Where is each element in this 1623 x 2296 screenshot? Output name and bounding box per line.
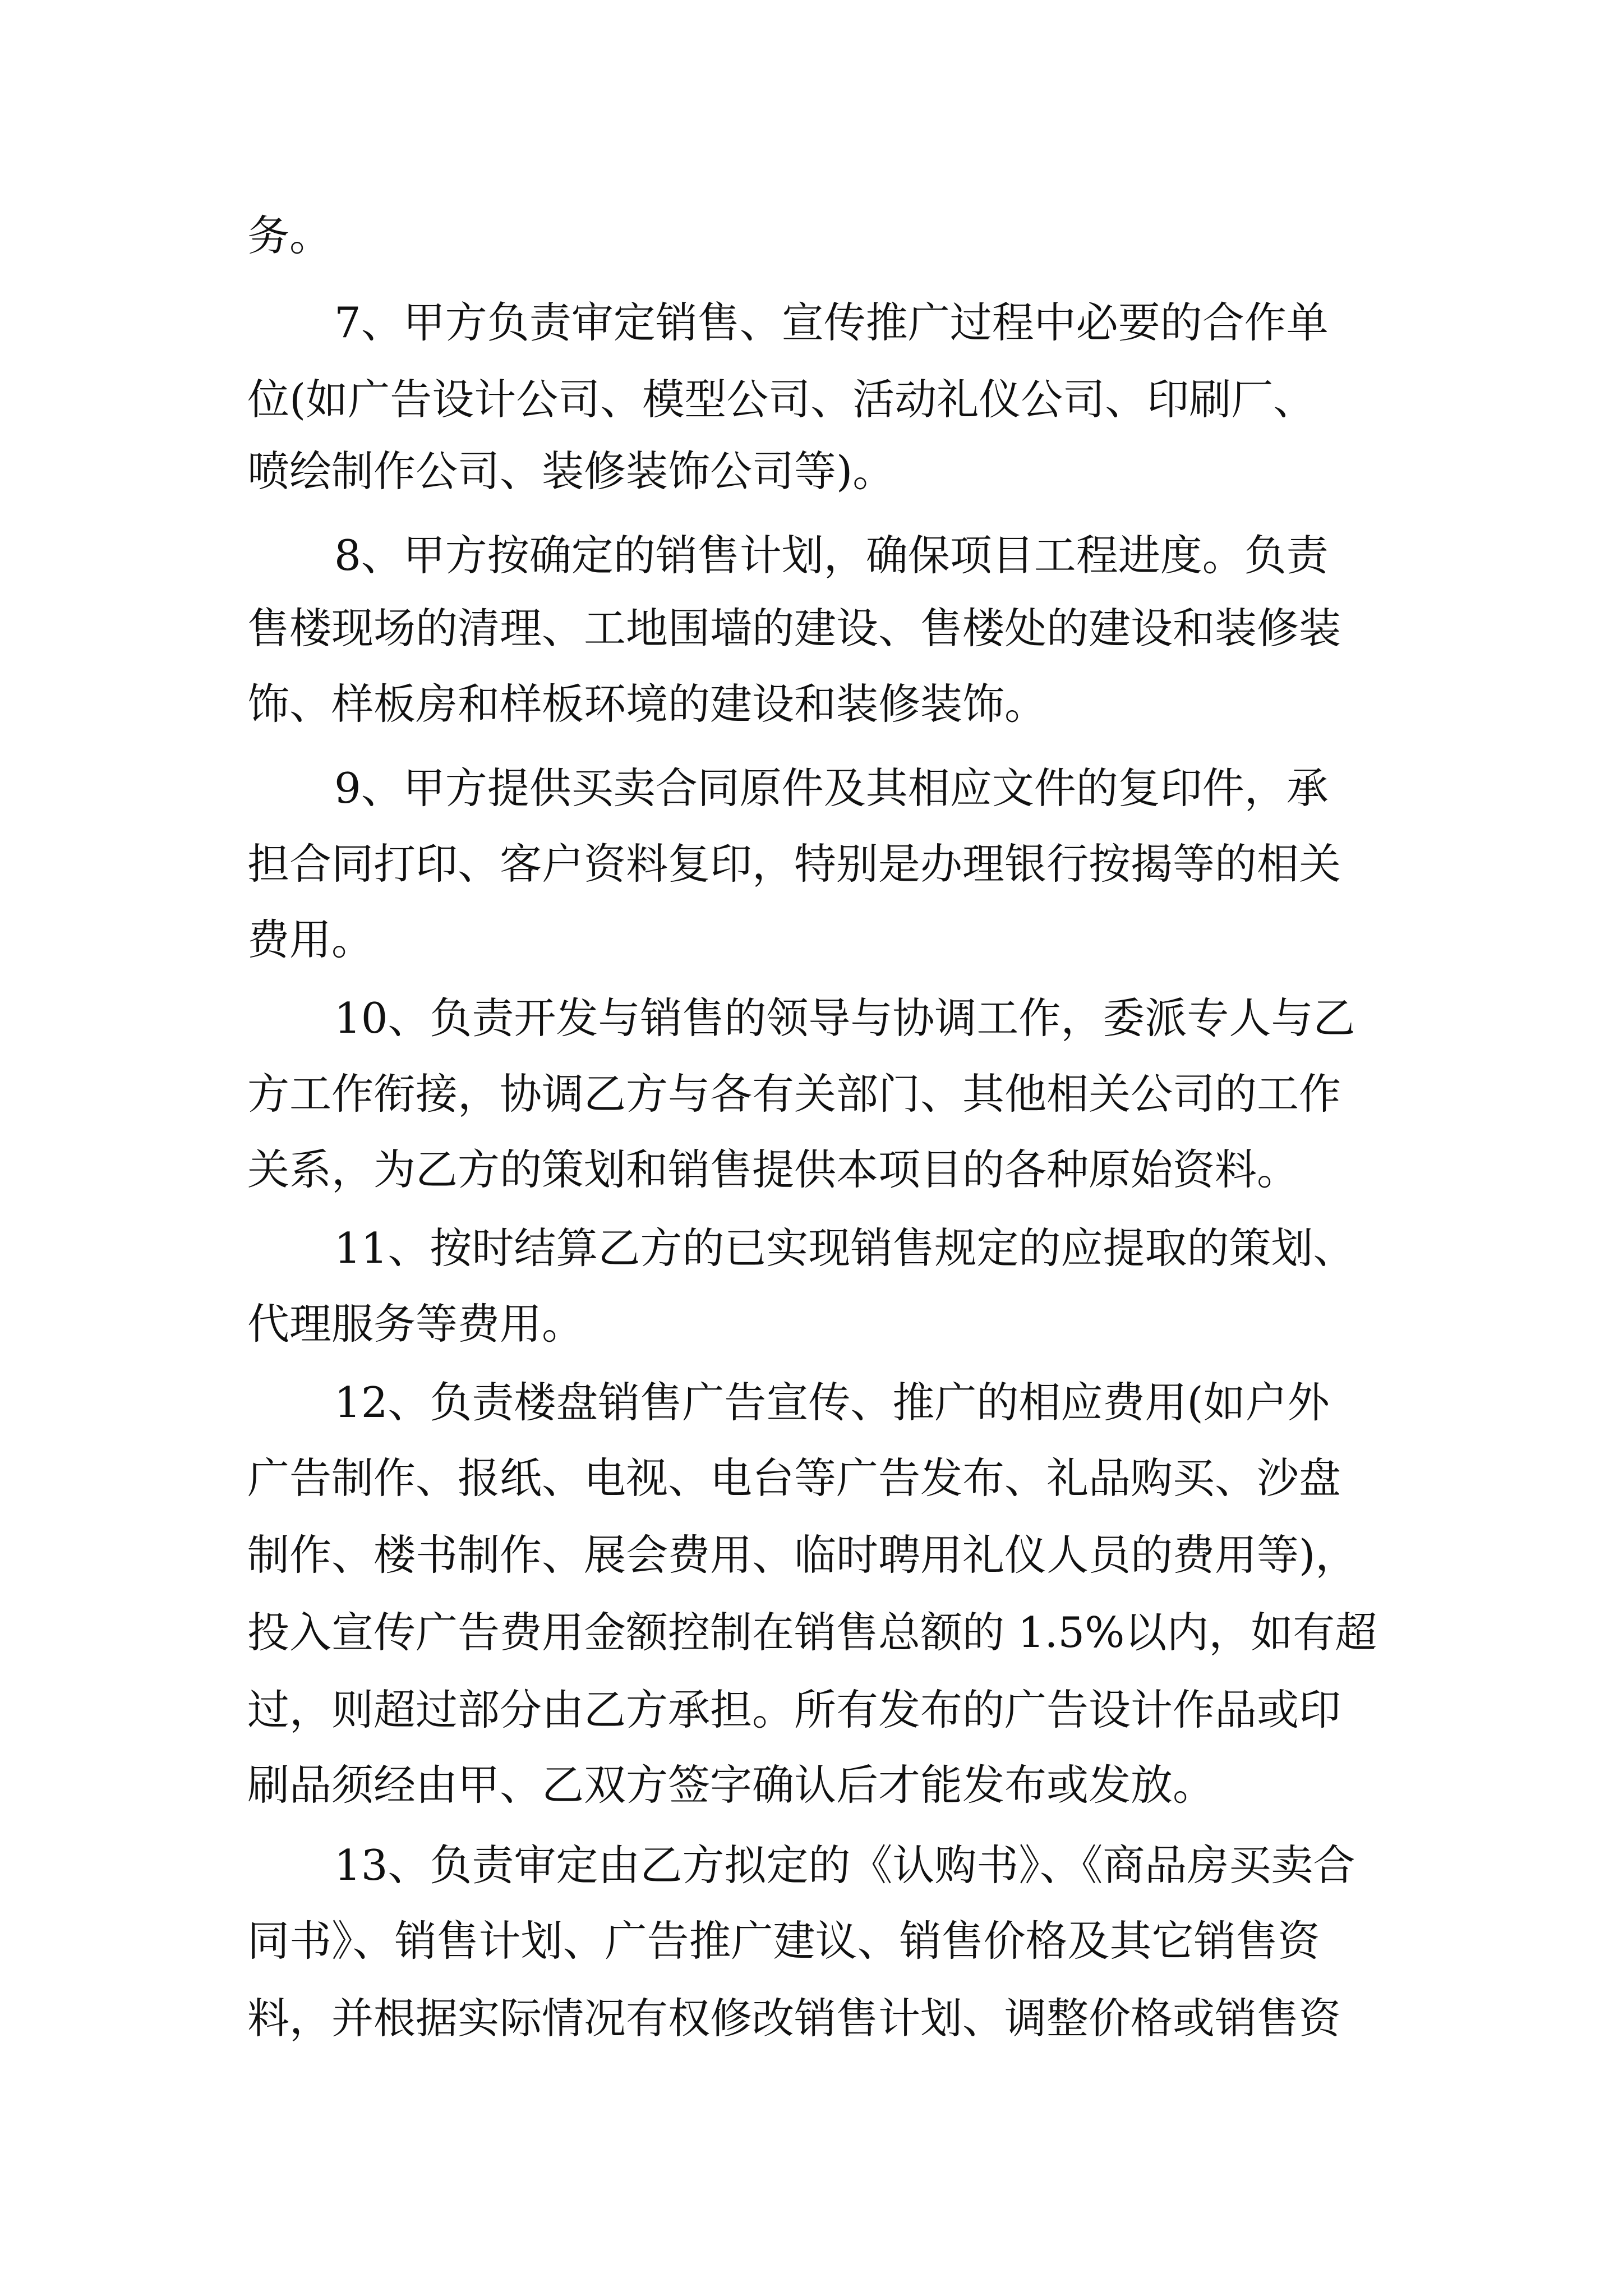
text-line: 担合同打印、客户资料复印，特别是办理银行按揭等的相关 (247, 839, 1341, 889)
text-line: 位(如广告设计公司、模型公司、活动礼仪公司、印刷厂、 (247, 375, 1316, 424)
text-line: 关系，为乙方的策划和销售提供本项目的各种原始资料。 (247, 1145, 1299, 1194)
paragraph-13-line: 13、负责审定由乙方拟定的《认购书》、《商品房买卖合 (334, 1841, 1355, 1890)
text-line: 售楼现场的清理、工地围墙的建设、售楼处的建设和装修装 (247, 604, 1341, 653)
text-line: 喷绘制作公司、装修装饰公司等)。 (247, 447, 895, 496)
paragraph-9-line: 9、甲方提供买卖合同原件及其相应文件的复印件，承 (334, 763, 1329, 813)
text-line: 过，则超过部分由乙方承担。所有发布的广告设计作品或印 (247, 1685, 1341, 1734)
paragraph-12-line: 12、负责楼盘销售广告宣传、推广的相应费用(如户外 (334, 1378, 1330, 1427)
text-line: 方工作衔接，协调乙方与各有关部门、其他相关公司的工作 (247, 1069, 1341, 1119)
text-line: 刷品须经由甲、乙双方签字确认后才能发布或发放。 (247, 1760, 1215, 1810)
paragraph-8-line: 8、甲方按确定的销售计划，确保项目工程进度。负责 (334, 531, 1329, 580)
text-line: 同书》、销售计划、广告推广建议、销售价格及其它销售资 (247, 1916, 1320, 1966)
text-line: 代理服务等费用。 (247, 1299, 584, 1349)
text-line: 广告制作、报纸、电视、电台等广告发布、礼品购买、沙盘 (247, 1453, 1341, 1503)
text-line: 料，并根据实际情况有权修改销售计划、调整价格或销售资 (247, 1994, 1341, 2043)
text-line: 投入宣传广告费用金额控制在销售总额的 1.5%以内，如有超 (247, 1608, 1377, 1657)
text-line: 制作、楼书制作、展会费用、临时聘用礼仪人员的费用等)， (247, 1530, 1358, 1580)
paragraph-10-line: 10、负责开发与销售的领导与协调工作，委派专人与乙 (334, 993, 1355, 1043)
text-line: 饰、样板房和样板环境的建设和装修装饰。 (247, 679, 1047, 729)
paragraph-7-line: 7、甲方负责审定销售、宣传推广过程中必要的合作单 (334, 298, 1329, 347)
text-line: 费用。 (247, 915, 374, 964)
paragraph-11-line: 11、按时结算乙方的已实现销售规定的应提取的策划、 (334, 1223, 1355, 1273)
text-line: 务。 (247, 211, 332, 260)
